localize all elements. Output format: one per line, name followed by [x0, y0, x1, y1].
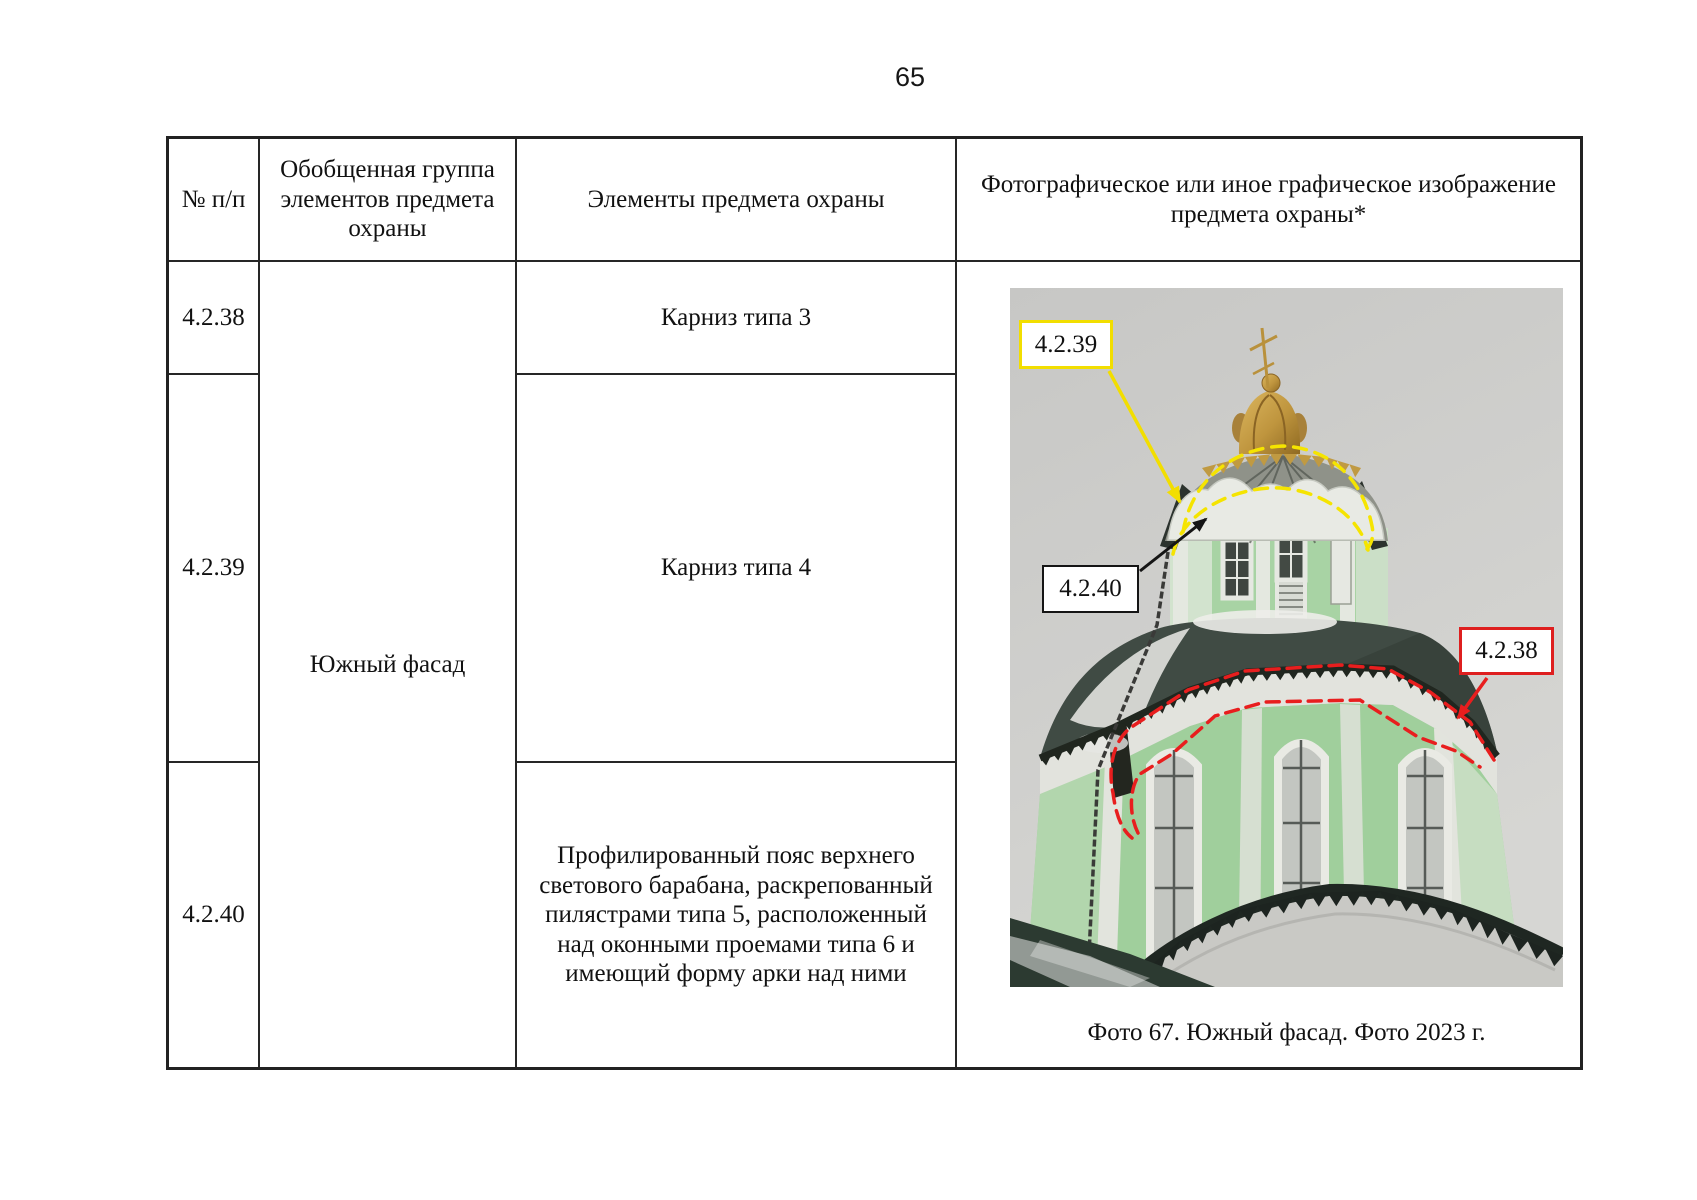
photo-caption: Фото 67. Южный фасад. Фото 2023 г. [1087, 1019, 1486, 1046]
protection-objects-table [166, 136, 1583, 1070]
photo-label-4-2-38: 4.2.38 [1459, 627, 1554, 675]
photo-label-4-2-40: 4.2.40 [1042, 565, 1139, 613]
header-group: Обобщенная группа элементов предмета охраны [260, 139, 517, 262]
photo-south-facade [1010, 288, 1563, 987]
row-num-4-2-39: 4.2.39 [169, 375, 260, 763]
header-num: № п/п [169, 139, 260, 262]
header-elements: Элементы предмета охраны [517, 139, 957, 262]
photo-label-4-2-39: 4.2.39 [1019, 320, 1113, 369]
element-profiled-belt: Профилированный пояс верхнего светового барабана, раскрепованный пилястрами типа 5, расположенный над оконными проемами типа 6 и имеющий форму арки над ними [517, 763, 957, 1067]
row-num-4-2-40: 4.2.40 [169, 763, 260, 1067]
row-num-4-2-38: 4.2.38 [169, 262, 260, 375]
photo-cell [957, 262, 1580, 1067]
group-name-cell: Южный фасад [260, 262, 517, 1067]
element-cornice-type-3: Карниз типа 3 [517, 262, 957, 375]
header-image: Фотографическое или иное графическое изображение предмета охраны* [957, 139, 1580, 262]
page-number: 65 [894, 62, 926, 92]
element-cornice-type-4: Карниз типа 4 [517, 375, 957, 763]
